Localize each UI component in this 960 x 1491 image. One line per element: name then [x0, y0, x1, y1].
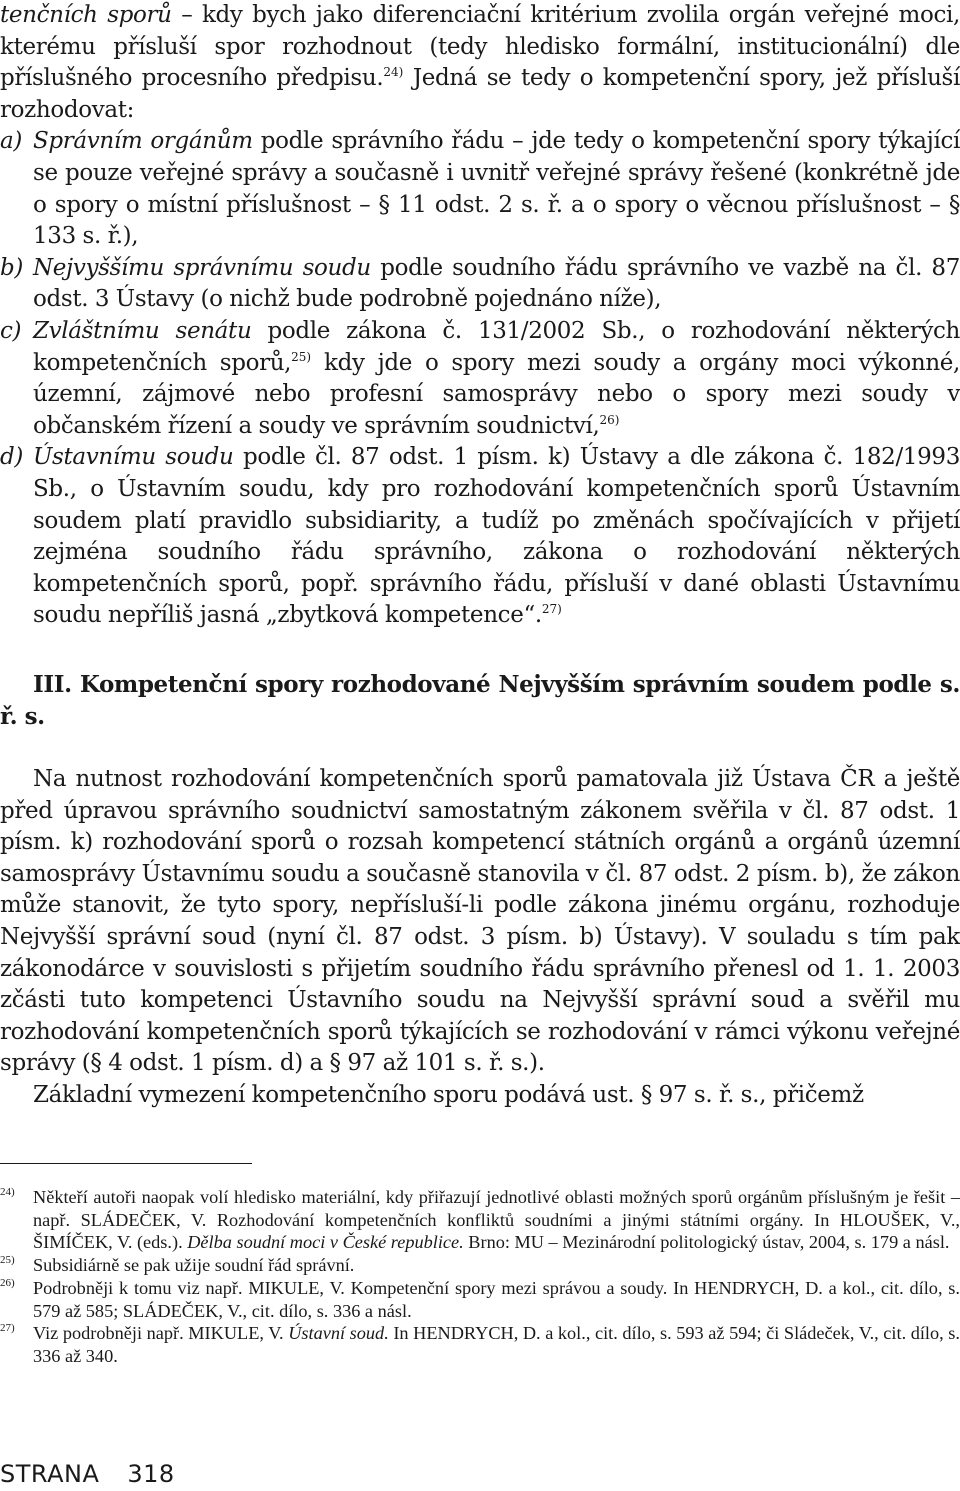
list-item-a-term: Správním orgánům — [33, 128, 253, 155]
section-paragraph-1: Na nutnost rozhodování kompetenčních sporů pamatovala již Ústava ČR a ještě před úpravou správního soudnictví samostatným zákonem svěřila v čl. 87 odst. 1 písm. k) rozhodování sporů o rozsah kompetencí státních orgánů a orgánů územní samosprávy Ústavnímu soudu a současně stanovila v čl. 87 odst. 2 písm. b), že zákon může stanovit, že tyto spory, nepřísluší-li podle zákona jinému orgánu, rozhoduje Nejvyšší správní soud (nyní čl. 87 odst. 3 písm. b) Ústavy). V souladu s tím pak zákonodárce v souvislosti s přijetím soudního řádu správního přenesl od 1. 1. 2003 zčásti tuto kompetenci Ústavního soudu na Nejvyšší správní soud a svěřil mu rozhodování kompetenčních sporů týkajících se rozhodování v rámci výkonu veřejné správy (§ 4 odst. 1 písm. d) a § 97 až 101 s. ř. s.). — [0, 766, 960, 1077]
footnote-24 — [0, 1186, 960, 1254]
footnotes — [0, 1186, 960, 1368]
page-number: 318 — [127, 1460, 175, 1488]
list-label-b: b) — [0, 254, 23, 281]
list-item-d-term: Ústavnímu soudu — [33, 444, 234, 471]
footnote-mark: 25) — [0, 1254, 15, 1267]
list-item-b-term: Nejvyššímu správnímu soudu — [33, 254, 371, 281]
list-item-d-text: podle čl. 87 odst. 1 písm. k) Ústavy a dle zákona č. 182/1993 Sb., o Ústavním soudu, kdy pro rozhodování kompetenčních sporů Ústavním soudem platí pravidlo subsidiarity, a tudíž po změnách spočívajících v přijetí zejména soudního řádu správního, zákona o rozhodování některých kompetenčních sporů, popř. správního řádu, přísluší v dané oblasti Ústavnímu soudu nepříliš jasná „zbytková kompetence“. — [33, 444, 960, 629]
list-label-c: c) — [0, 317, 22, 344]
footnote-ref-24[interactable]: 24) — [383, 65, 404, 80]
footnote-text: Podrobněji k tomu viz např. MIKULE, V. Kompetenční spory mezi správou a soudy. In HENDRYCH, D. a kol., cit. dílo, s. 579 až 585; SLÁDEČEK, V., cit. dílo, s. 336 a násl. — [33, 1277, 960, 1321]
section-paragraph-2: Základní vymezení kompetenčního sporu podává ust. § 97 s. ř. s., přičemž — [33, 1081, 864, 1108]
list-item-c-text-2: kdy jde o spory mezi soudy a orgány moci výkonné, územní, zájmové nebo profesní samosprávy nebo o spory mezi soudy v občanském řízení a soudy ve správním soudnictví, — [33, 349, 960, 439]
page-label: STRANA — [0, 1460, 100, 1488]
main-text-block — [0, 0, 960, 632]
list-label-d: d) — [0, 444, 23, 471]
section-number: III. — [33, 671, 72, 698]
list-item-a — [0, 126, 960, 252]
footnote-italic-title: Dělba soudní moci v České republice. — [187, 1232, 464, 1253]
footnote-mark: 26) — [0, 1276, 15, 1289]
footnote-text-part: In HENDRYCH, D. a kol., cit. dílo, s. 593 až 594; či Sládeček, V., cit. dílo, s. 336 až 340. — [33, 1323, 960, 1366]
section-title: Kompetenční spory rozhodované Nejvyšším správním soudem podle s. ř. s. — [0, 671, 960, 730]
footnote-26 — [0, 1277, 960, 1322]
footnote-divider — [0, 1163, 252, 1164]
lead-after: Jedná se tedy o kompetenční spory, jež přísluší rozhodovat: — [0, 65, 960, 123]
footnote-mark: 27) — [0, 1322, 15, 1335]
list-item-a-text: podle správního řádu – jde tedy o kompetenční spory týkající se pouze veřejné správy a současně i uvnitř veřejné správy řešené (konkrétně jde o spory o místní příslušnost – § 11 odst. 2 s. ř. a o spory o věcnou příslušnost – § 133 s. ř.), — [33, 128, 960, 250]
section-heading — [0, 669, 960, 732]
footnote-italic-title: Ústavní soud. — [288, 1323, 389, 1344]
footnote-27 — [0, 1322, 960, 1367]
footnote-text: Subsidiárně se pak užije soudní řád správní. — [33, 1255, 355, 1276]
intro-paragraph — [0, 0, 960, 126]
lead-text: – kdy bych jako diferenciační kritérium zvolila orgán veřejné moci, kterému přísluší spor rozhodnout (tedy hledisko formální, institucionální) dle příslušného procesního předpisu. — [0, 2, 960, 92]
footnote-ref-27[interactable]: 27) — [541, 602, 562, 617]
footnote-text — [33, 1322, 960, 1367]
footnote-text-part: Někteří autoři naopak volí hledisko materiální, kdy přiřazují jednotlivé oblasti možných sporů orgánům příslušným je řešit – např. SLÁDEČEK, V. Rozhodování kompetenčních konfliktů soudními a jinými státními orgány. In HLOUŠEK, V., ŠIMÍČEK, V. (eds.). — [33, 1187, 960, 1253]
footnote-text — [33, 1186, 960, 1254]
footnote-ref-26[interactable]: 26) — [599, 412, 620, 427]
footnote-25 — [0, 1254, 960, 1277]
footnote-ref-25[interactable]: 25) — [291, 349, 312, 364]
lead-italic: tenčních sporů — [0, 2, 172, 28]
page-footer — [0, 1458, 175, 1490]
list-item-b — [0, 253, 960, 316]
section-text-block — [0, 764, 960, 1112]
list-item-d — [0, 442, 960, 632]
footnote-mark: 24) — [0, 1186, 15, 1198]
footnote-text-part: Viz podrobněji např. MIKULE, V. — [33, 1323, 289, 1344]
footnote-text-part: Brno: MU – Mezinárodní politologický ústav, 2004, s. 179 a násl. — [463, 1232, 950, 1253]
list-item-c — [0, 316, 960, 442]
list-label-a: a) — [0, 128, 22, 155]
list-item-b-text: podle soudního řádu správního ve vazbě na čl. 87 odst. 3 Ústavy (o nichž bude podrobně pojednáno níže), — [33, 254, 960, 313]
list-item-c-term: Zvláštnímu senátu — [33, 317, 252, 344]
list-item-c-text-1: podle zákona č. 131/2002 Sb., o rozhodování některých kompetenčních sporů, — [33, 317, 960, 376]
